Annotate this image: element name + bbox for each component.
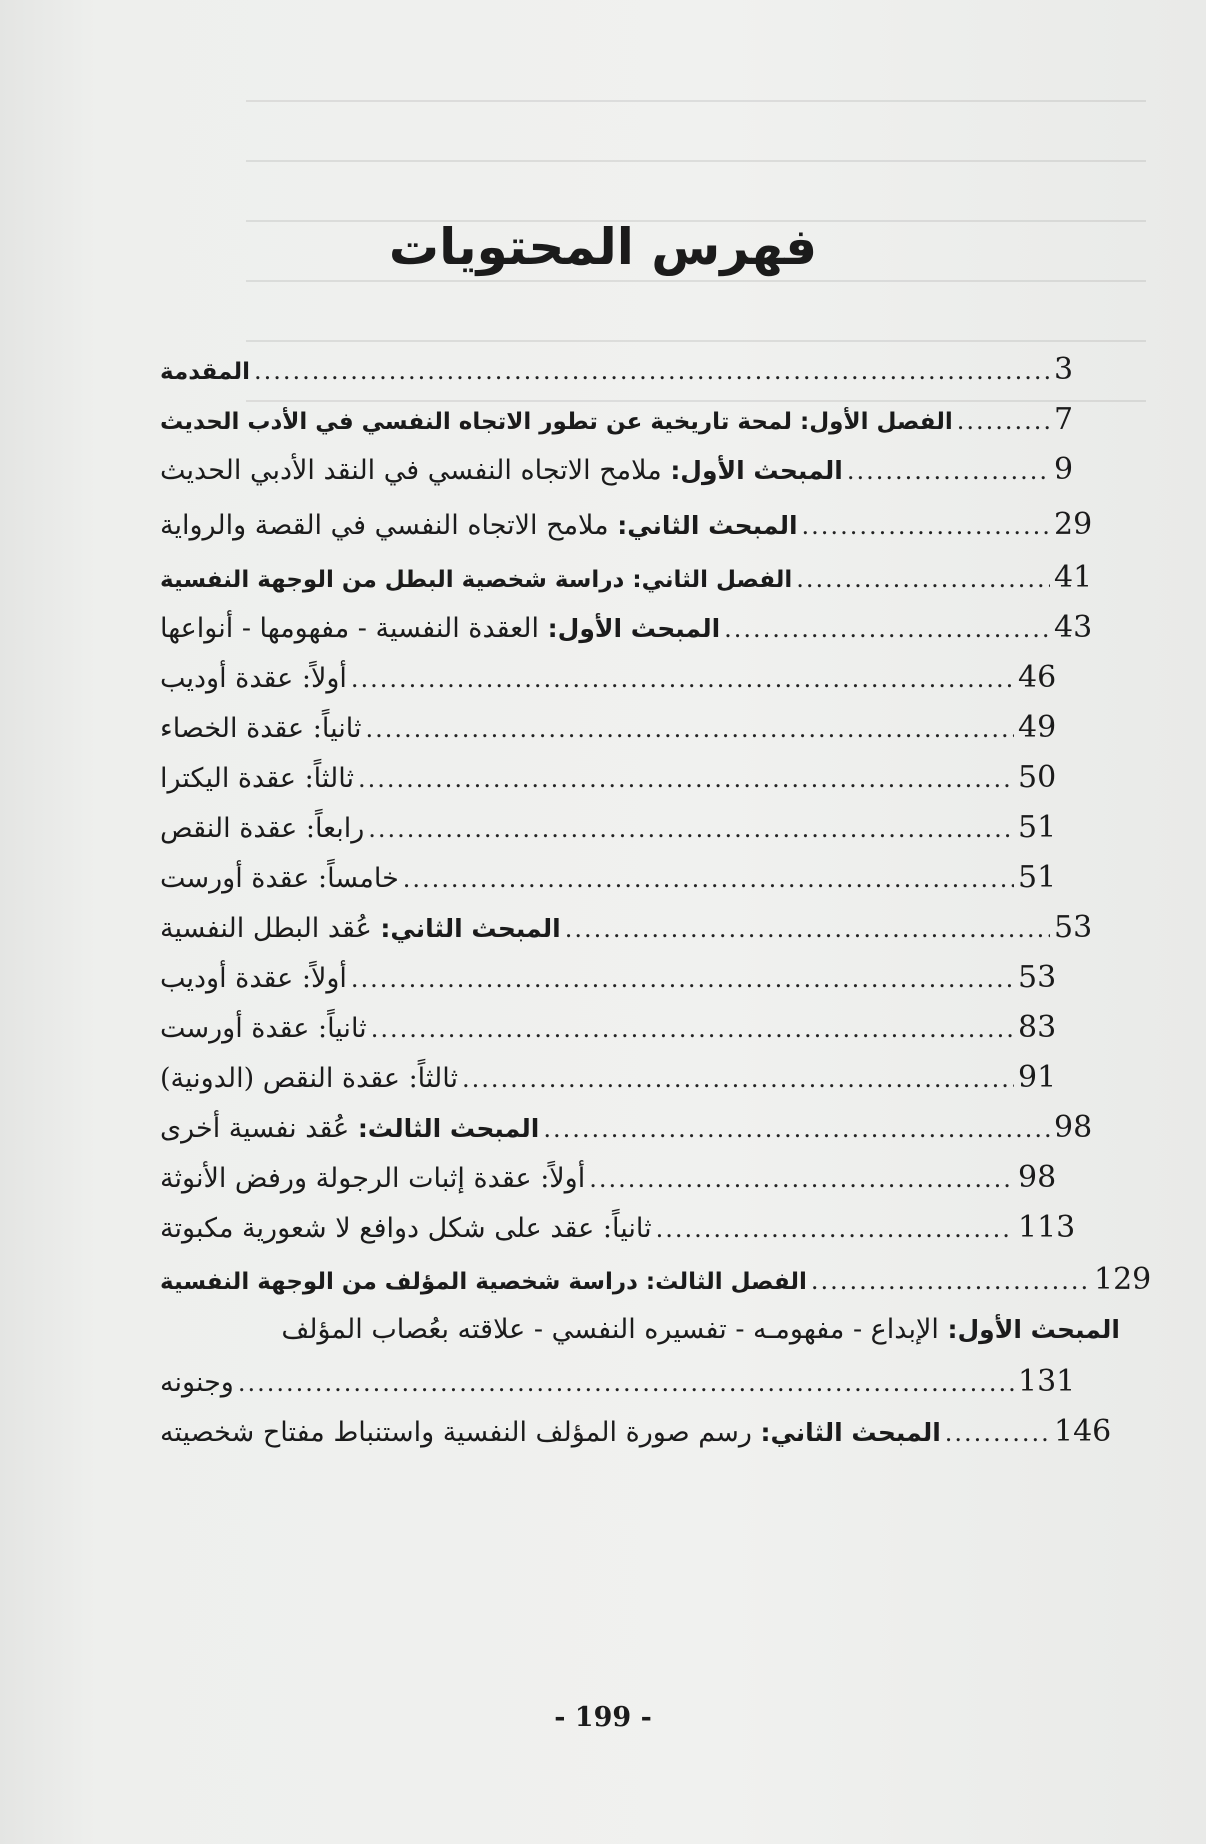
toc-entry-text: ثانياً: عقدة أورست [160,1013,367,1044]
toc-page-number: 29 [1054,507,1093,542]
leader-dots [796,565,1050,593]
toc-entry-text: الفصل الأول: لمحة تاريخية عن تطور الاتجاه النفسي في الأدب الحديث [160,409,953,435]
toc-page-number: 146 [1054,1414,1112,1449]
toc-entry-text [160,510,798,541]
section-prefix: المبحث الثالث: [357,1114,540,1143]
toc-page-number: 51 [1018,860,1057,895]
toc-page-number: 51 [1018,810,1057,845]
toc-entry-text: ثانياً: عقدة الخصاء [160,713,362,744]
leader-dots [371,1015,1014,1043]
section-prefix: المبحث الأول: [947,1315,1120,1344]
toc-entry-text: ثالثاً: عقدة النقص (الدونية) [160,1063,459,1094]
section-prefix: المبحث الثاني: [380,914,561,943]
toc-entry-wrapped-line [160,1314,1120,1345]
section-title: ملامح الاتجاه النفسي في القصة والرواية [160,510,609,541]
toc-page-number: 131 [1018,1364,1076,1399]
toc-page-number: 91 [1018,1060,1057,1095]
leader-dots [847,457,1050,485]
toc-entry [160,1210,1120,1270]
page-title: فهرس المحتويات [388,218,818,276]
leader-dots [589,1165,1014,1193]
leader-dots [565,915,1050,943]
leader-dots [351,965,1014,993]
section-title: عُقد نفسية أخرى [160,1113,350,1144]
leader-dots [543,1115,1050,1143]
toc-entry-text: ثانياً: عقد على شكل دوافع لا شعورية مكبوتة [160,1213,652,1244]
toc-entry-text [160,1113,539,1144]
section-title: رسم صورة المؤلف النفسية واستنباط مفتاح شخصيته [160,1417,752,1448]
toc-entry-text: الفصل الثالث: دراسة شخصية المؤلف من الوجهة النفسية [160,1269,807,1295]
toc-entry-text: المقدمة [160,359,250,385]
leader-dots [656,1215,1014,1243]
toc-entry-text: رابعاً: عقدة النقص [160,813,365,844]
toc-entry-text: أولاً: عقدة إثبات الرجولة ورفض الأنوثة [160,1163,586,1194]
toc-page-number: 53 [1054,910,1093,945]
section-prefix: المبحث الأول: [547,614,721,643]
leader-dots [811,1267,1090,1295]
leader-dots [957,407,1050,435]
toc-page-number: 9 [1054,452,1074,487]
leader-dots [358,765,1014,793]
toc-page-number: 41 [1054,560,1093,595]
toc-page-number: 53 [1018,960,1057,995]
leader-dots [365,715,1014,743]
toc-page-number: 113 [1018,1210,1076,1245]
toc-entry-text [160,613,720,644]
leader-dots [945,1419,1050,1447]
toc-entry [160,452,1120,512]
page-number: - 199 - [554,1702,652,1733]
leader-dots [351,665,1014,693]
toc-page-number: 98 [1054,1110,1093,1145]
toc-entry-text [160,1417,941,1448]
toc-page-number: 7 [1054,402,1074,437]
leader-dots [802,512,1050,540]
toc-page-number: 46 [1018,660,1057,695]
section-prefix: المبحث الثاني: [617,511,798,540]
toc-page-number: 83 [1018,1010,1057,1045]
toc-entry-text: أولاً: عقدة أوديب [160,663,347,694]
toc-entry-text [160,913,561,944]
toc-page-number: 98 [1018,1160,1057,1195]
toc-entry-text: وجنونه [160,1367,234,1398]
leader-dots [462,1065,1014,1093]
section-title: عُقد البطل النفسية [160,913,372,944]
toc-page-number: 43 [1054,610,1093,645]
leader-dots [724,615,1050,643]
toc-entry-text: خامساً: عقدة أورست [160,863,399,894]
leader-dots [368,815,1014,843]
leader-dots [238,1369,1014,1397]
leader-dots [403,865,1014,893]
toc-entry-text: ثالثاً: عقدة اليكترا [160,763,355,794]
toc-page-number: 49 [1018,710,1057,745]
toc-entry-text: أولاً: عقدة أوديب [160,963,347,994]
toc-page-number: 129 [1094,1262,1152,1297]
toc-entry-chapter-3 [160,1262,1160,1322]
leader-dots [254,357,1050,385]
toc-entry-text: الفصل الثاني: دراسة شخصية البطل من الوجهة النفسية [160,567,793,593]
toc-page-number: 50 [1018,760,1057,795]
toc-entry [160,1414,1120,1474]
section-title: ملامح الاتجاه النفسي في النقد الأدبي الحديث [160,455,662,486]
section-title: العقدة النفسية - مفهومها - أنواعها [160,613,540,644]
section-prefix: المبحث الثاني: [760,1418,941,1447]
toc-entry [160,507,1120,567]
section-title: الإبداع - مفهومـه - تفسيره النفسي - علاقته بعُصاب المؤلف [281,1314,939,1345]
toc-entry-text [160,455,843,486]
section-prefix: المبحث الأول: [670,456,843,485]
toc-page-number: 3 [1054,352,1074,387]
